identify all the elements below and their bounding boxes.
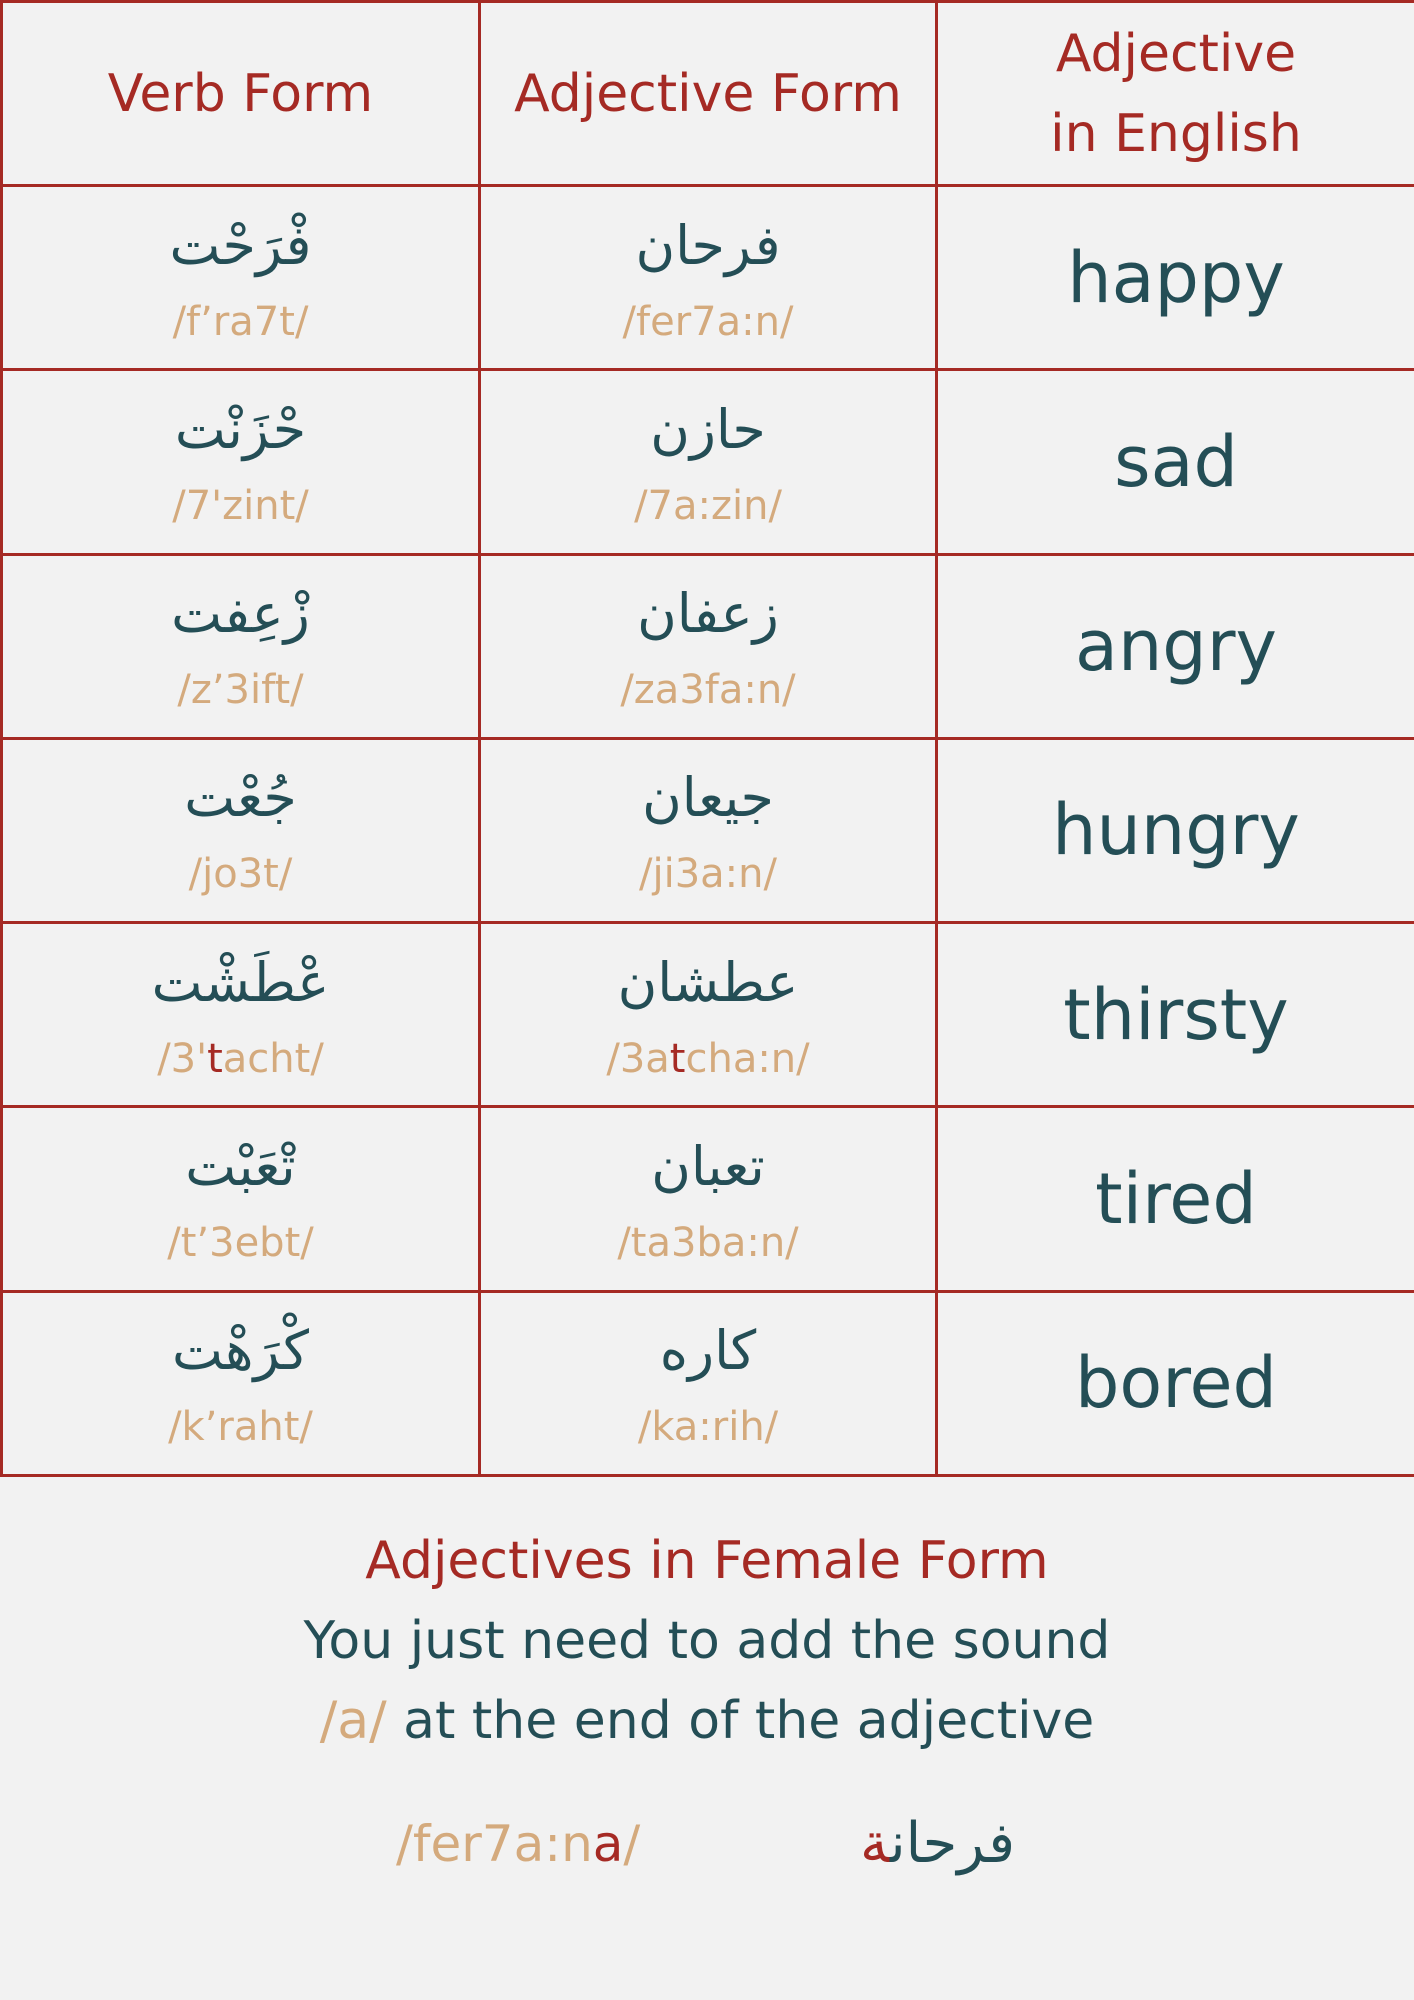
table-row xyxy=(2,1291,1414,1475)
adjective-cell xyxy=(480,1107,937,1291)
instruction-line-2 xyxy=(0,1681,1414,1761)
english-adjective: thirsty xyxy=(937,923,1414,1107)
adjective-transliteration: /za3fa:n/ xyxy=(620,667,796,714)
adjective-transliteration: /ta3ba:n/ xyxy=(617,1220,799,1267)
adjective-transliteration: /ka:rih/ xyxy=(637,1404,779,1451)
verb-cell xyxy=(2,1291,480,1475)
verb-arabic: جُعْت xyxy=(184,766,297,830)
table-row xyxy=(2,370,1414,554)
table-row xyxy=(2,554,1414,738)
adjective-transliteration: /ji3a:n/ xyxy=(639,851,777,898)
adjective-arabic: جيعان xyxy=(642,766,774,830)
adjective-transliteration-part: cha:n/ xyxy=(685,1035,810,1082)
english-adjective: tired xyxy=(937,1107,1414,1291)
adjective-arabic: تعبان xyxy=(651,1135,765,1199)
adjective-arabic: فرحان xyxy=(635,213,781,277)
verb-cell xyxy=(2,554,480,738)
adjective-arabic: عطشان xyxy=(617,950,799,1014)
verb-cell xyxy=(2,370,480,554)
verb-transliteration xyxy=(3,1029,478,1089)
instruction-line-2-rest: at the end of the adjective xyxy=(386,1691,1095,1751)
verb-transliteration-part: acht/ xyxy=(222,1035,324,1082)
header-adjective-english xyxy=(937,2,1414,186)
english-adjective: sad xyxy=(937,370,1414,554)
highlighted-letter: t xyxy=(669,1035,686,1082)
verb-transliteration: /t’3ebt/ xyxy=(167,1220,314,1267)
adjective-cell xyxy=(480,186,937,370)
example-arabic xyxy=(860,1802,1015,1886)
example-arabic-suffix: ة xyxy=(860,1811,891,1876)
english-adjective: bored xyxy=(937,1291,1414,1475)
verb-arabic: عْطَشْت xyxy=(151,950,330,1014)
verb-arabic: فْرَحْت xyxy=(169,213,312,277)
example-arabic-base: فرحان xyxy=(890,1811,1015,1876)
adjective-transliteration xyxy=(481,1029,935,1089)
verb-arabic: زْعِفت xyxy=(171,582,310,646)
instruction-line-1: You just need to add the sound xyxy=(303,1611,1111,1671)
table-header-row xyxy=(2,2,1414,186)
verb-arabic: حْزَنْت xyxy=(174,397,307,461)
highlighted-letter: a xyxy=(592,1815,624,1873)
verb-transliteration-part: /3' xyxy=(157,1035,208,1082)
adjective-transliteration: /7a:zin/ xyxy=(634,482,782,529)
example-transliteration-part: / xyxy=(623,1815,641,1873)
adjective-cell xyxy=(480,554,937,738)
table-row xyxy=(2,738,1414,922)
female-form-title: Adjectives in Female Form xyxy=(365,1531,1049,1591)
adjective-cell xyxy=(480,1291,937,1475)
header-verb-form: Verb Form xyxy=(2,2,480,186)
english-adjective: happy xyxy=(937,186,1414,370)
highlighted-letter: t xyxy=(207,1035,223,1082)
verb-transliteration: /jo3t/ xyxy=(188,851,293,898)
adjective-arabic: حازن xyxy=(650,397,766,461)
header-adjective-english-text: Adjective in English xyxy=(1050,23,1302,164)
verb-arabic: كْرَهْت xyxy=(171,1319,309,1383)
english-adjective: angry xyxy=(937,554,1414,738)
table-row xyxy=(2,923,1414,1107)
english-adjective: hungry xyxy=(937,738,1414,922)
verb-arabic: تْعَبْت xyxy=(185,1135,296,1199)
table-row xyxy=(2,1107,1414,1291)
verb-cell xyxy=(2,738,480,922)
verb-cell xyxy=(2,186,480,370)
adjective-cell xyxy=(480,923,937,1107)
verb-transliteration: /7'zint/ xyxy=(172,482,309,529)
verb-transliteration: /f’ra7t/ xyxy=(172,298,309,345)
verb-cell xyxy=(2,923,480,1107)
verb-transliteration: /z’3ift/ xyxy=(177,667,304,714)
sound-a: /a/ xyxy=(319,1691,387,1751)
adjective-cell xyxy=(480,370,937,554)
adjective-transliteration: /fer7a:n/ xyxy=(622,298,794,345)
table-row xyxy=(2,186,1414,370)
verb-transliteration: /k’raht/ xyxy=(168,1404,313,1451)
adjective-arabic: زعفان xyxy=(637,582,779,646)
example-transliteration-part: /fer7a:n xyxy=(396,1815,593,1873)
verb-cell xyxy=(2,1107,480,1291)
adjective-arabic: كاره xyxy=(659,1319,757,1383)
adjective-cell xyxy=(480,738,937,922)
header-adjective-form: Adjective Form xyxy=(480,2,937,186)
example-transliteration xyxy=(396,1804,640,1884)
adjective-transliteration-part: /3a xyxy=(606,1035,670,1082)
